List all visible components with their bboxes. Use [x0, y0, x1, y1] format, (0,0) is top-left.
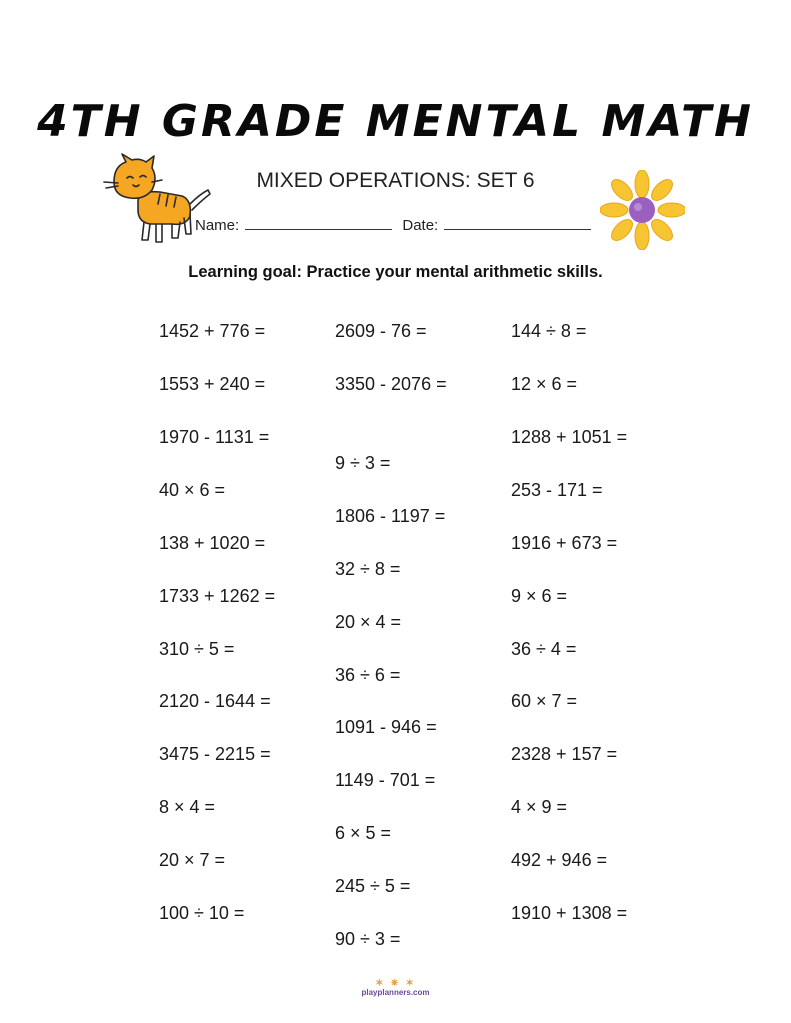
problem: 1091 - 946 = [335, 717, 437, 737]
problem: 90 ÷ 3 = [335, 929, 401, 949]
sparkle-icon: ✶ ✷ ✶ [375, 978, 416, 989]
problem: 144 ÷ 8 = [511, 321, 587, 341]
date-blank[interactable] [444, 215, 591, 230]
problem: 40 × 6 = [159, 480, 226, 500]
problem: 8 × 4 = [159, 797, 216, 817]
problem: 100 ÷ 10 = [159, 903, 245, 923]
name-label: Name: [195, 217, 240, 234]
problem: 1553 + 240 = [159, 374, 266, 394]
brand-logo-text: playplanners.com [361, 988, 430, 997]
worksheet-subtitle: MIXED OPERATIONS: SET 6 [256, 169, 535, 192]
problem: 1733 + 1262 = [159, 586, 276, 606]
problem: 4 × 9 = [511, 797, 568, 817]
problem: 3475 - 2215 = [159, 744, 271, 764]
problem: 6 × 5 = [335, 823, 392, 843]
problem: 3350 - 2076 = [335, 374, 447, 394]
problem: 12 × 6 = [511, 374, 578, 394]
problem: 2609 - 76 = [335, 321, 427, 341]
problem: 1288 + 1051 = [511, 427, 628, 447]
problem: 36 ÷ 4 = [511, 639, 577, 659]
cat-illustration-icon [100, 152, 215, 247]
problem: 492 + 946 = [511, 850, 608, 870]
flower-illustration-icon [600, 170, 685, 250]
problem: 20 × 4 = [335, 612, 402, 632]
problem: 20 × 7 = [159, 850, 226, 870]
problem: 1452 + 776 = [159, 321, 266, 341]
problem: 1806 - 1197 = [335, 506, 446, 526]
problem: 2120 - 1644 = [159, 691, 271, 711]
problem: 310 ÷ 5 = [159, 639, 235, 659]
problem: 1970 - 1131 = [159, 427, 270, 447]
problem: 9 × 6 = [511, 586, 568, 606]
problem: 2328 + 157 = [511, 744, 618, 764]
problem: 253 - 171 = [511, 480, 603, 500]
problem: 60 × 7 = [511, 691, 578, 711]
problem: 1149 - 701 = [335, 770, 436, 790]
problem: 36 ÷ 6 = [335, 665, 401, 685]
learning-goal: Learning goal: Practice your mental arithmetic skills. [188, 263, 603, 281]
page-title: 4TH GRADE MENTAL MATH [37, 96, 754, 147]
problem: 9 ÷ 3 = [335, 453, 391, 473]
problem: 138 + 1020 = [159, 533, 266, 553]
problem: 32 ÷ 8 = [335, 559, 401, 579]
date-label: Date: [402, 217, 439, 234]
problem: 245 ÷ 5 = [335, 876, 411, 896]
name-date-fields [195, 215, 597, 234]
problem: 1916 + 673 = [511, 533, 618, 553]
name-blank[interactable] [245, 215, 392, 230]
footer-brand [0, 980, 791, 997]
problem: 1910 + 1308 = [511, 903, 628, 923]
